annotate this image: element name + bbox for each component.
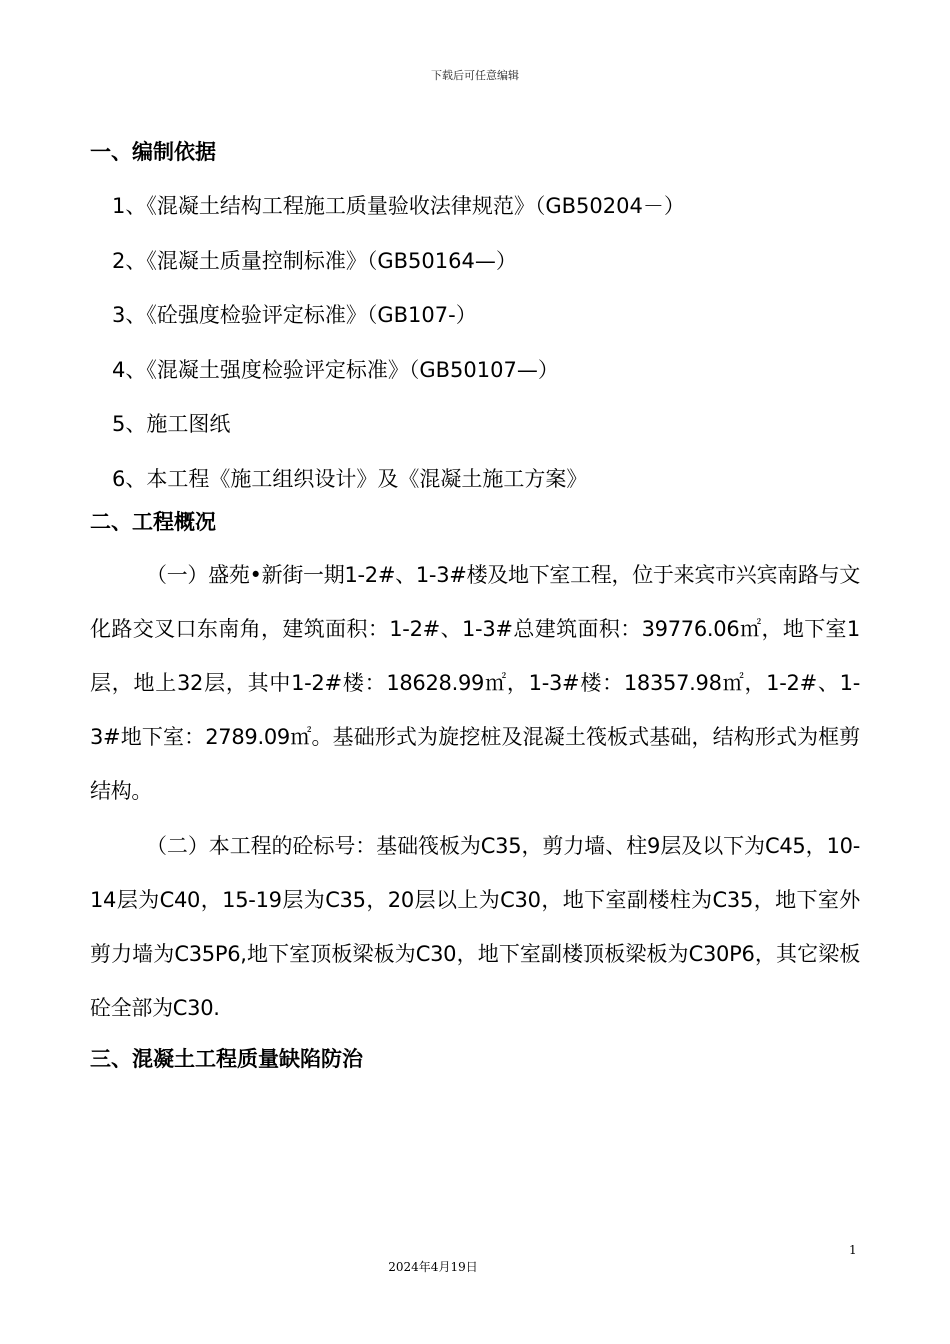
page-number: 1 <box>849 1243 857 1257</box>
overview-paragraph-1: （一）盛苑•新街一期1-2#、1-3#楼及地下室工程，位于来宾市兴宾南路与文化路交叉口东南角，建筑面积：1-2#、1-3#总建筑面积：39776.06㎡，地下室1层，地上32层，其中1-2#楼：18628.99㎡，1-3#楼：18357.98㎡，1-2#、1-3#地下室：2789.09㎡。基础形式为旋挖桩及混凝土筏板式基础，结构形式为框剪结构。 <box>90 562 860 804</box>
document-body <box>90 136 860 1076</box>
footer-date: 2024年4月19日 <box>388 1260 478 1274</box>
overview-paragraph-2: （二）本工程的砼标号：基础筏板为C35，剪力墙、柱9层及以下为C45，10-14层为C40，15-19层为C35，20层以上为C30，地下室副楼柱为C35，地下室外剪力墙为C35P6,地下室顶板梁板为C30，地下室副楼顶板梁板为C30P6，其它梁板砼全部为C30. <box>90 833 860 1021</box>
basis-list <box>90 190 860 496</box>
list-item: 2、《混凝土质量控制标准》（GB50164—） <box>112 248 517 273</box>
list-item: 5、施工图纸 <box>112 412 231 436</box>
list-item: 6、本工程《施工组织设计》及《混凝土施工方案》 <box>112 466 588 491</box>
list-item: 4、《混凝土强度检验评定标准》（GB50107—） <box>112 357 559 382</box>
section-heading-basis: 一、编制依据 <box>90 140 216 164</box>
list-item: 1、《混凝土结构工程施工质量验收法律规范》（GB50204－） <box>112 194 685 218</box>
section-heading-defects: 三、混凝土工程质量缺陷防治 <box>90 1047 363 1072</box>
list-item: 3、《砼强度检验评定标准》（GB107-） <box>112 303 477 327</box>
section-heading-overview: 二、工程概况 <box>90 509 216 534</box>
header-note: 下载后可任意编辑 <box>431 69 519 82</box>
